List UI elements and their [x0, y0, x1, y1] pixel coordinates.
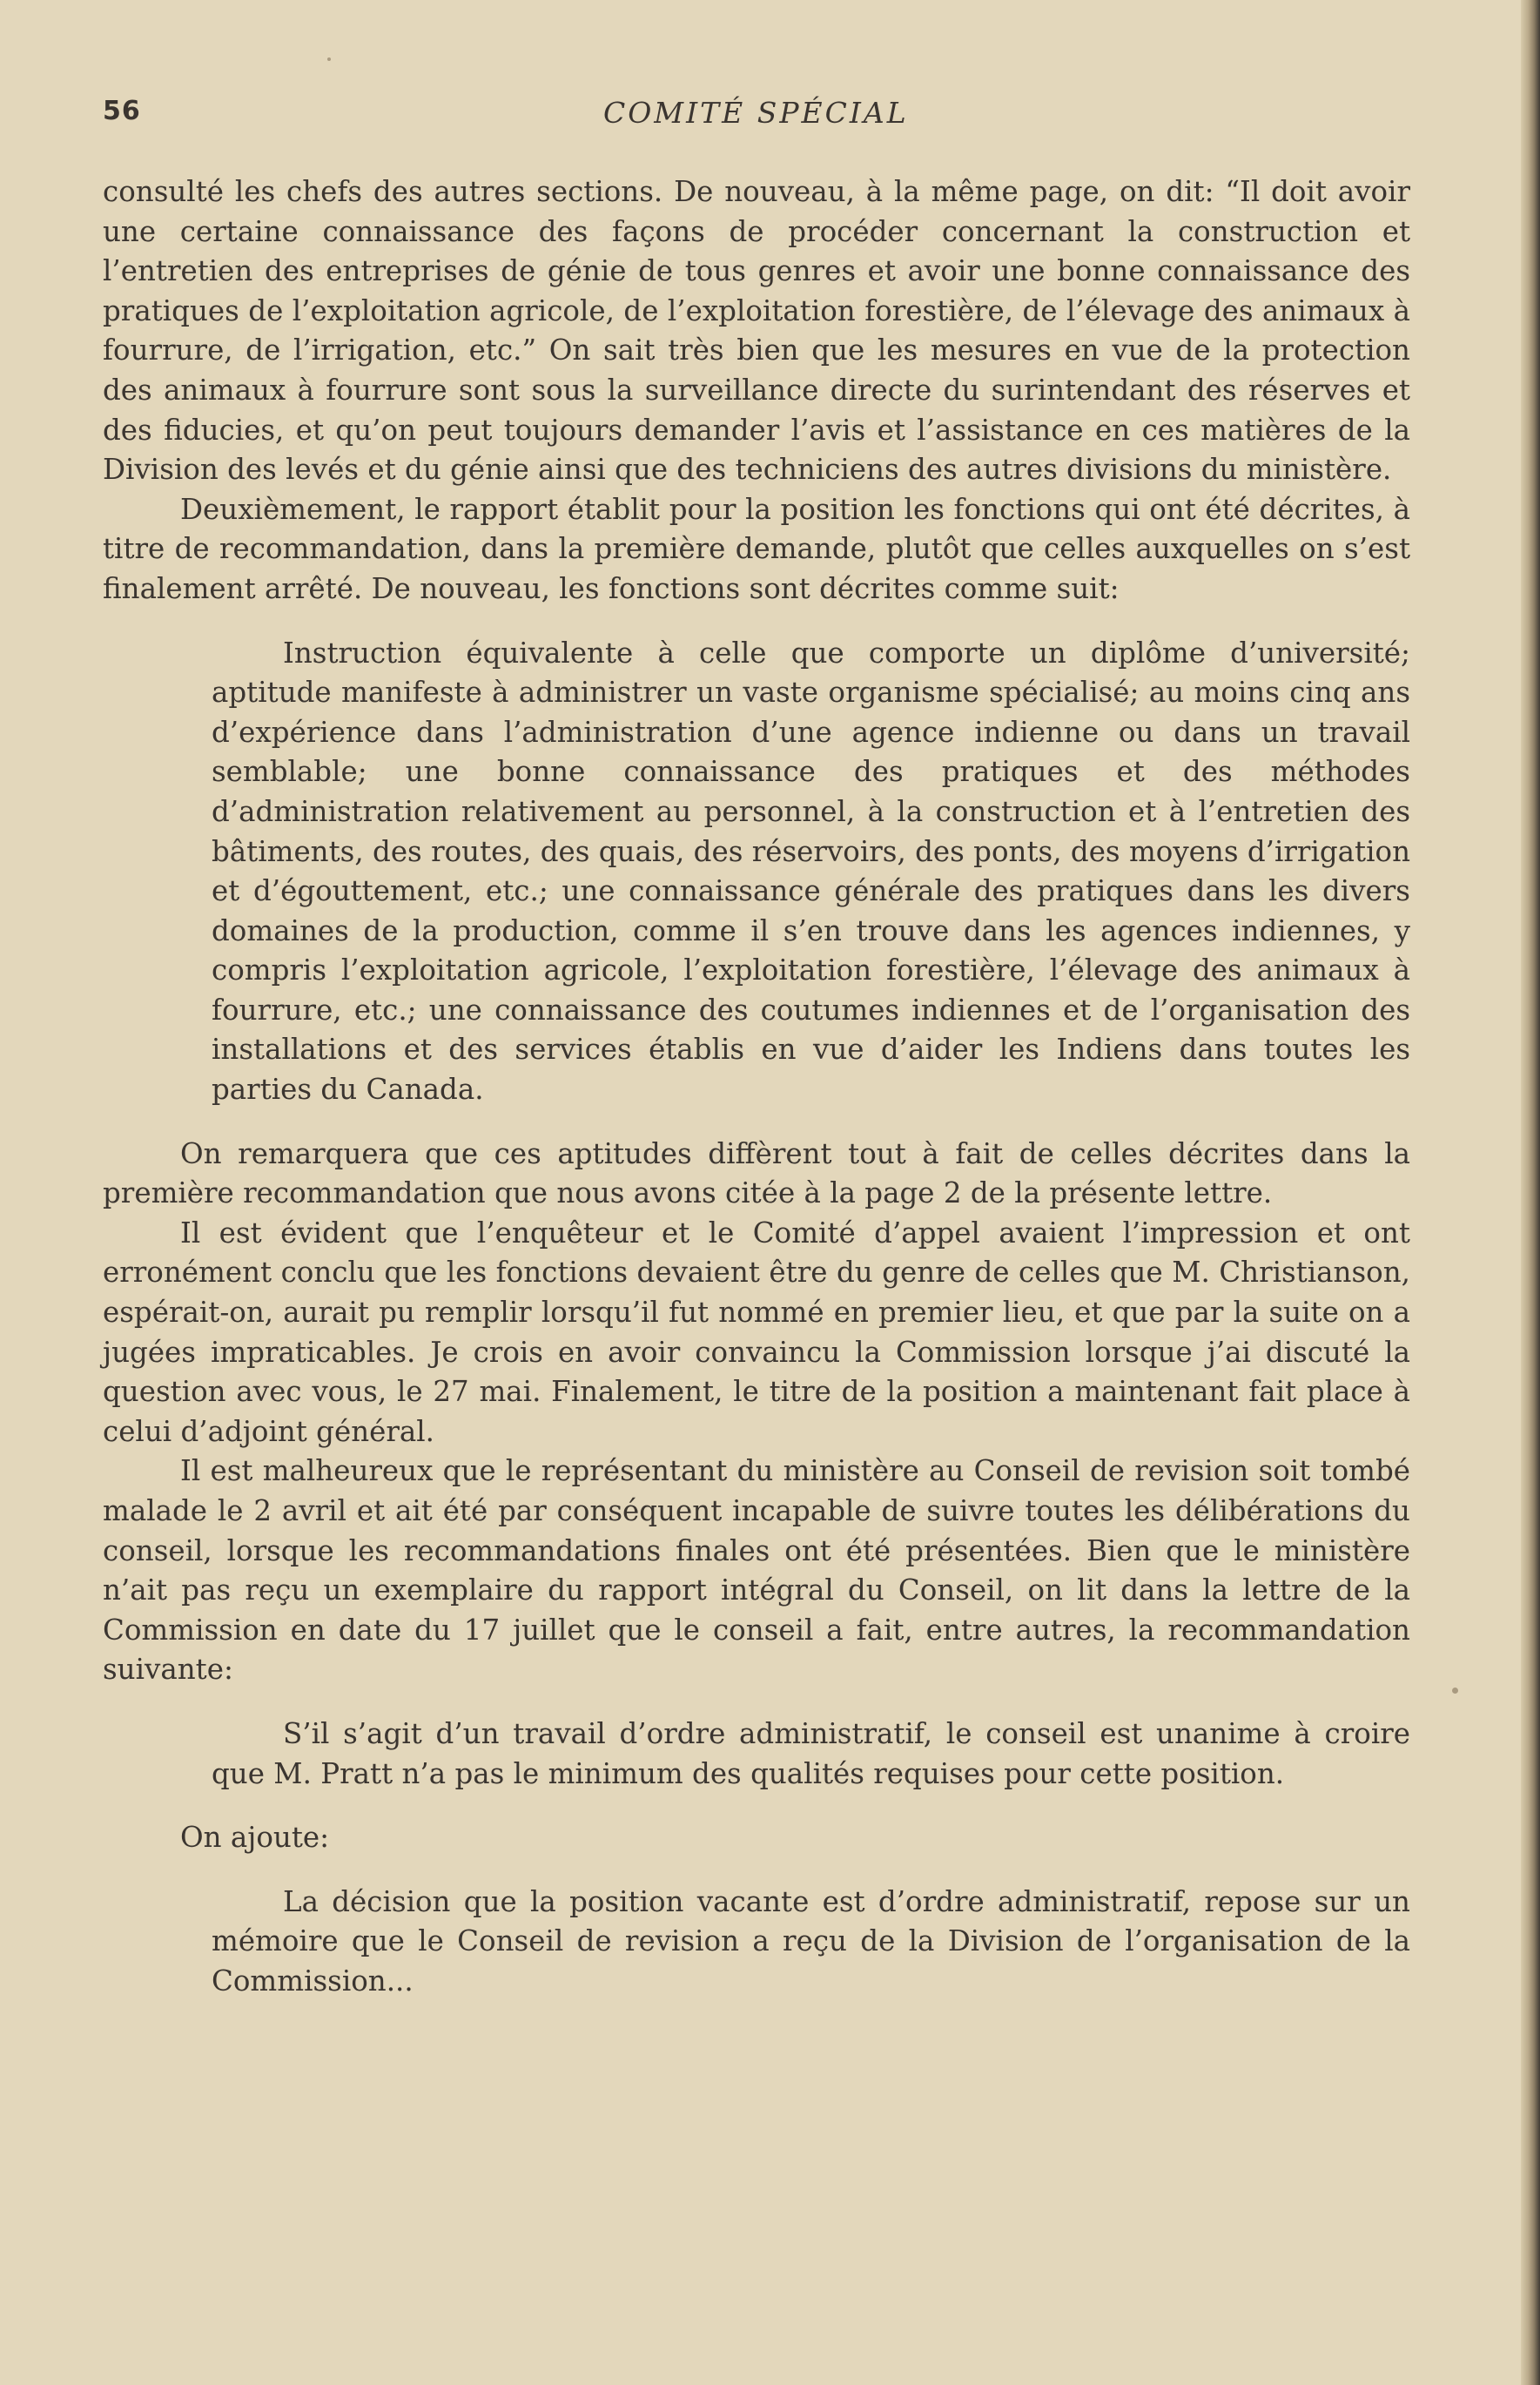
page-number: 56: [103, 96, 141, 126]
paragraph-continuation: consulté les chefs des autres sections. De nouveau, à la même page, on dit: “Il doit avoir une certaine connaissance des façons de procéder concernant la construction et l’entretien des entreprises de génie de tous genres et avoir une bonne connaissance des pratiques de l’exploitation agricole, de l’exploitation forestière, de l’élevage des animaux à fourrure, de l’irrigation, etc.” On sait très bien que les mesures en vue de la protection des animaux à fourrure sont sous la surveillance directe du surintendant des réserves et des fiducies, et qu’on peut toujours demander l’avis et l’assistance en ces matières de la Division des levés et du génie ainsi que des techniciens des autres divisions du ministère.: [103, 175, 1410, 487]
paragraph-ajoute: On ajoute:: [180, 1821, 330, 1855]
page-header: [103, 96, 1409, 139]
body-text: [103, 172, 1410, 2002]
block-quote-conseil: S’il s’agit d’un travail d’ordre administratif, le conseil est unanime à croire que M. Pratt n’a pas le minimum des qualités requises pour cette position.: [212, 1716, 1410, 1790]
block-quote-decision: La décision que la position vacante est d’ordre administratif, repose sur un mémoire que le Conseil de revision a reçu de la Division de l’organisation de la Commission...: [212, 1884, 1410, 1998]
paragraph-malheureux: Il est malheureux que le représentant du ministère au Conseil de revision soit tombé malade le 2 avril et ait été par conséquent incapable de suivre toutes les délibérations du conseil, lorsque les recommandations finales ont été présentées. Bien que le ministère n’ait pas reçu un exemplaire du rapport intégral du Conseil, on lit dans la lettre de la Commission en date du 17 juillet que le conseil a fait, entre autres, la recommandation suivante:: [103, 1454, 1410, 1687]
paper-speck: [327, 57, 331, 61]
running-title: COMITÉ SPÉCIAL: [603, 96, 909, 130]
page-edge-shadow: [1521, 0, 1540, 2385]
paper-speck: [1452, 1688, 1458, 1694]
block-quote-functions: Instruction équivalente à celle que comporte un diplôme d’université; aptitude manifeste à administrer un vaste organisme spécialisé; au moins cinq ans d’expérience dans l’administration d’une agence indienne ou dans un travail semblable; une bonne connaissance des pratiques et des méthodes d’administration relativement au personnel, à la construction et à l’entretien des bâtiments, des routes, des quais, des réservoirs, des ponts, des moyens d’irrigation et d’égouttement, etc.; une connaissance générale des pratiques dans les divers domaines de la production, comme il s’en trouve dans les agences indiennes, y compris l’exploitation agricole, l’exploitation forestière, l’élevage des animaux à fourrure, etc.; une connaissance des coutumes indiennes et de l’organisation des installations et des services établis en vue d’aider les Indiens dans toutes les parties du Canada.: [212, 636, 1410, 1107]
paragraph-evident: Il est évident que l’enquêteur et le Comité d’appel avaient l’impression et ont erronément conclu que les fonctions devaient être du genre de celles que M. Christianson, espérait-on, aurait pu remplir lorsqu’il fut nommé en premier lieu, et que par la suite on a jugées impraticables. Je crois en avoir convaincu la Commission lorsque j’ai discuté la question avec vous, le 27 mai. Finalement, le titre de la position a maintenant fait place à celui d’adjoint général.: [103, 1216, 1410, 1448]
paragraph-remarque: On remarquera que ces aptitudes diffèrent tout à fait de celles décrites dans la première recommandation que nous avons citée à la page 2 de la présente lettre.: [103, 1136, 1410, 1210]
paragraph-deuxiemement: Deuxièmement, le rapport établit pour la position les fonctions qui ont été décrites, à titre de recommandation, dans la première demande, plutôt que celles auxquelles on s’est finalement arrêté. De nouveau, les fonctions sont décrites comme suit:: [103, 492, 1410, 605]
